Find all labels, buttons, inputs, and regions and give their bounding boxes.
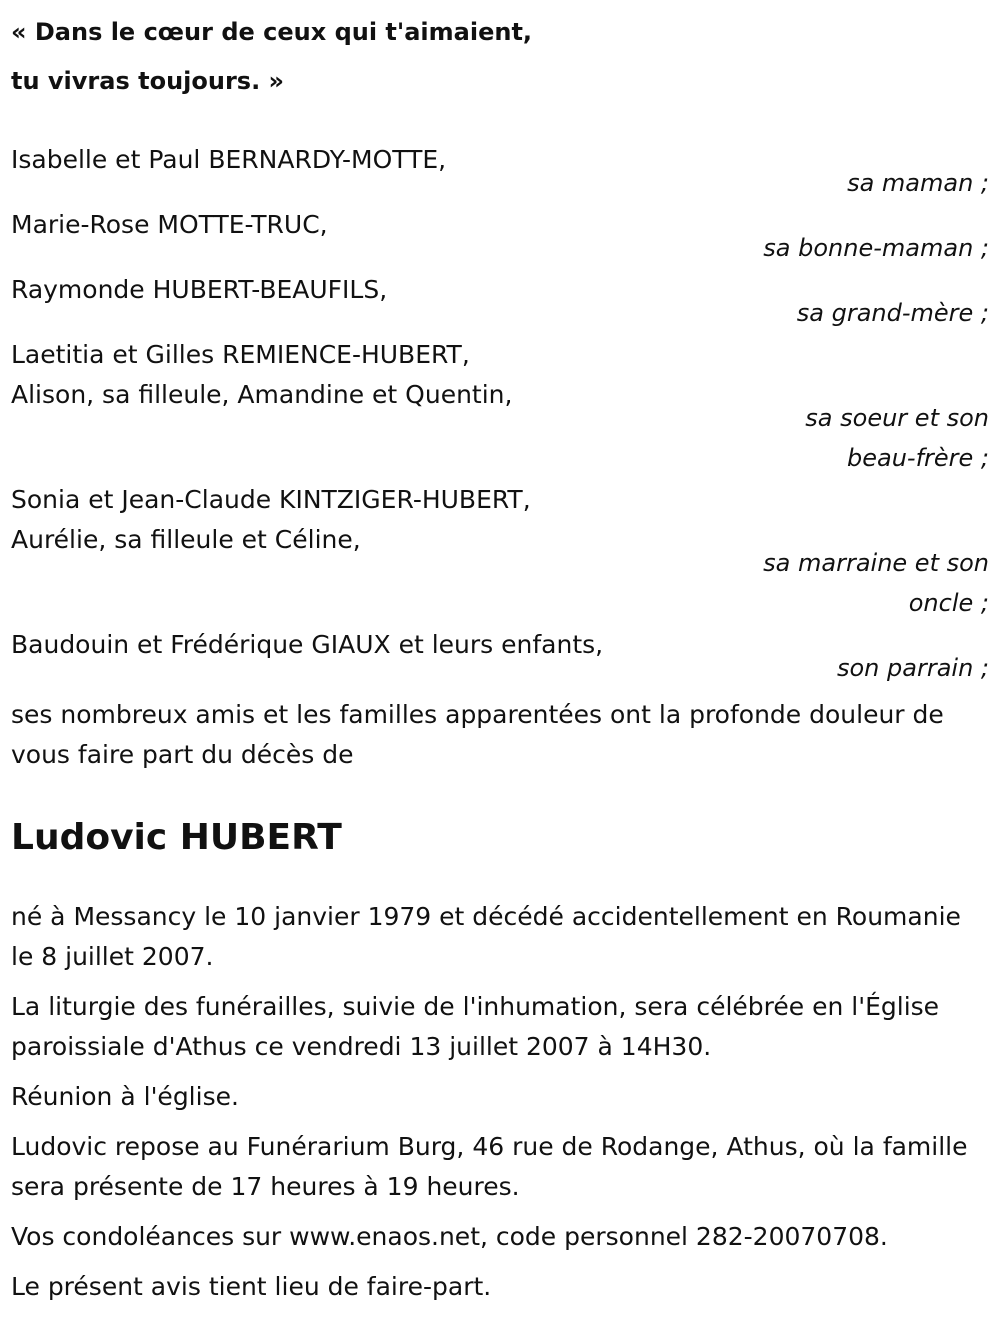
family-entry [11, 480, 990, 623]
birth-death-info: né à Messancy le 10 janvier 1979 et décédé accidentellement en Roumanie le 8 juillet 2007. [11, 902, 961, 971]
relation-line: beau-frère ; [846, 444, 989, 472]
family-name-line: Marie-Rose MOTTE-TRUC, [11, 210, 328, 239]
family-entry [11, 335, 990, 478]
notice-statement: Le présent avis tient lieu de faire-part. [11, 1272, 492, 1301]
epigraph-quote [11, 0, 990, 106]
relation-line: sa maman ; [847, 169, 989, 197]
quote-line-1: « Dans le cœur de ceux qui t'aimaient, [11, 18, 533, 46]
quote-line-2: tu vivras toujours. » [11, 67, 285, 95]
announcement-text: ses nombreux amis et les familles apparentées ont la profonde douleur de vous faire part du décès de [11, 700, 944, 769]
family-name-line: Sonia et Jean-Claude KINTZIGER-HUBERT, [11, 485, 531, 514]
deceased-name: Ludovic HUBERT [11, 817, 342, 858]
meeting-info: Réunion à l'église. [11, 1082, 239, 1111]
family-entry [11, 205, 990, 268]
funeral-home-info: Ludovic repose au Funérarium Burg, 46 rue de Rodange, Athus, où la famille sera présente de 17 heures à 19 heures. [11, 1132, 968, 1201]
relation-line: sa grand-mère ; [796, 299, 989, 327]
relation-line: son parrain ; [836, 654, 989, 682]
condolences-info: Vos condoléances sur www.enaos.net, code personnel 282-20070708. [11, 1222, 888, 1251]
family-name-line: Raymonde HUBERT-BEAUFILS, [11, 275, 388, 304]
family-name-line: Laetitia et Gilles REMIENCE-HUBERT, [11, 340, 470, 369]
family-entry [11, 270, 990, 333]
family-name-line: Baudouin et Frédérique GIAUX et leurs enfants, [11, 630, 604, 659]
family-list [11, 140, 990, 688]
family-entry [11, 140, 990, 203]
relation-line: sa soeur et son [805, 404, 989, 432]
family-entry [11, 625, 990, 688]
family-name-line: Aurélie, sa filleule et Céline, [11, 525, 361, 554]
funeral-liturgy-info: La liturgie des funérailles, suivie de l'inhumation, sera célébrée en l'Église paroissiale d'Athus ce vendredi 13 juillet 2007 à 14H30. [11, 992, 940, 1061]
family-name-line: Isabelle et Paul BERNARDY-MOTTE, [11, 145, 447, 174]
family-name-line: Alison, sa filleule, Amandine et Quentin, [11, 380, 513, 409]
relation-line: sa marraine et son [763, 549, 989, 577]
relation-line: sa bonne-maman ; [763, 234, 989, 262]
funeral-details [11, 897, 990, 1307]
relation-line: oncle ; [908, 589, 989, 617]
